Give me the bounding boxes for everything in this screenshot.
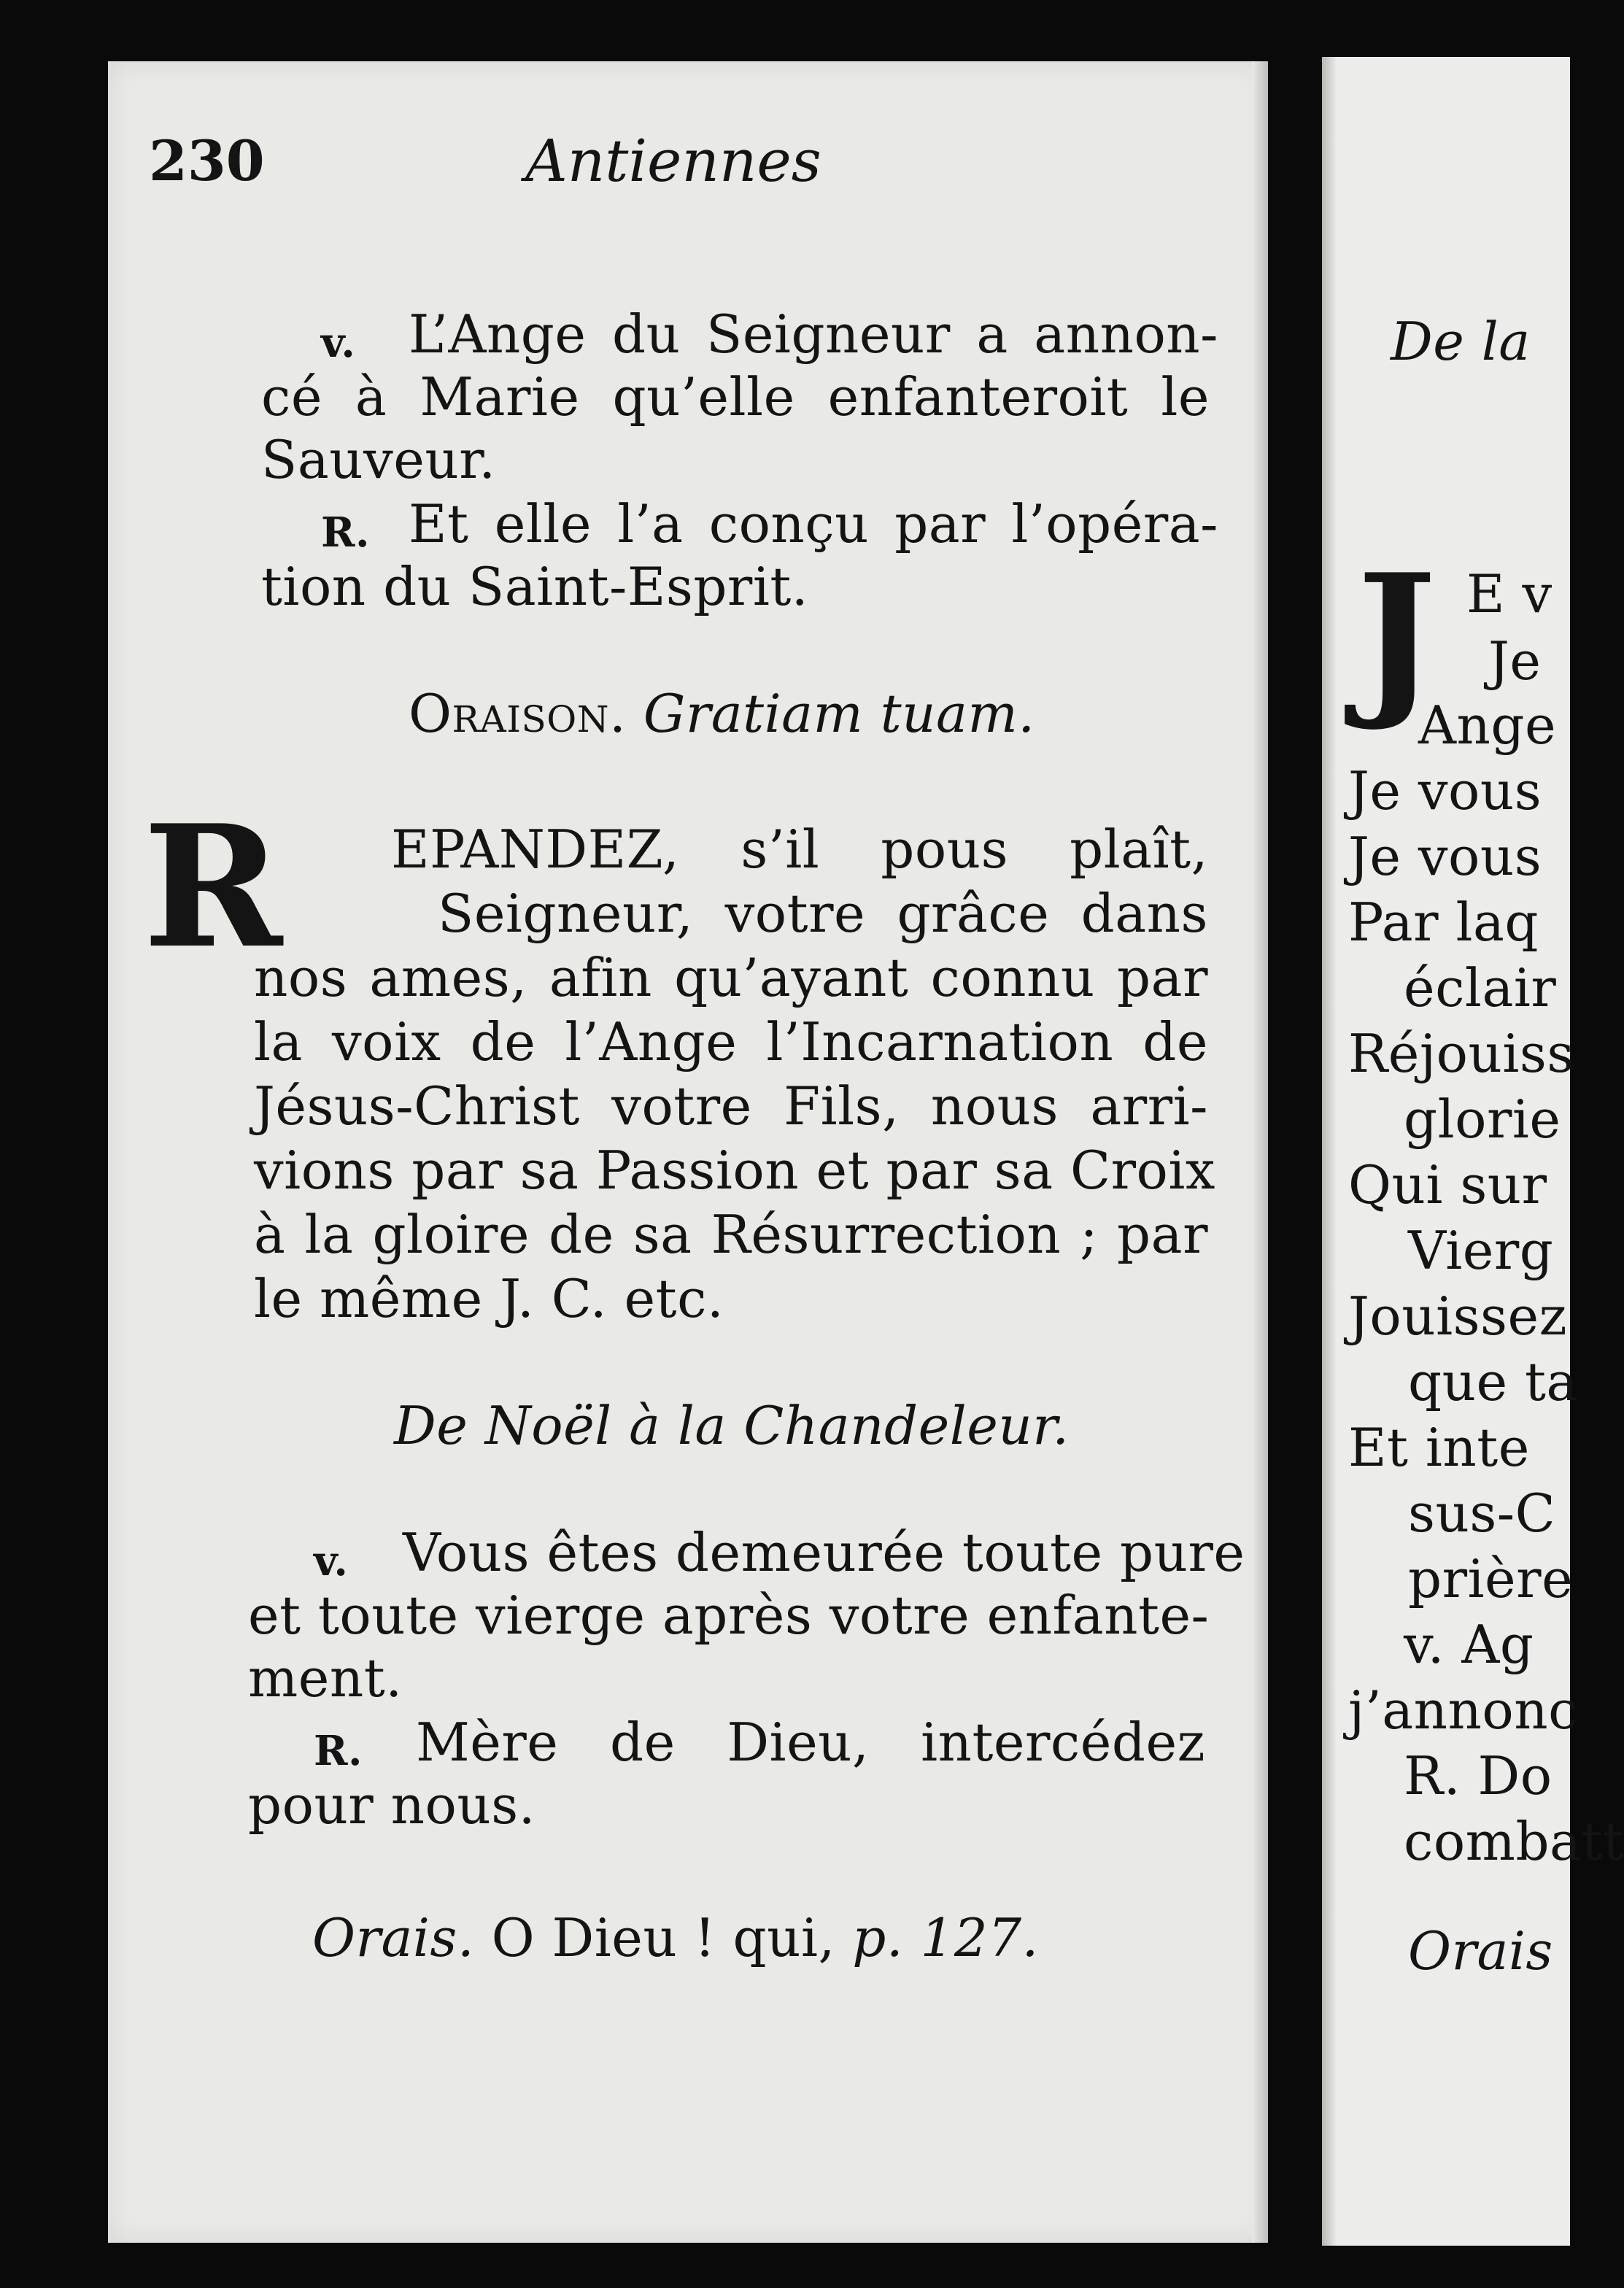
right-line: Vierg (1408, 1220, 1554, 1281)
prayer-line: Seigneur, votre grâce dans (438, 883, 1208, 944)
response-line: Mère de Dieu, intercédez (416, 1712, 1205, 1773)
right-line: Par laq (1348, 892, 1539, 953)
closing-page-ref: p. 127. (852, 1907, 1039, 1968)
prayer-line: vions par sa Passion et par sa Croix (254, 1140, 1216, 1201)
prayer-line: Jésus-Christ votre Fils, nous arri- (254, 1075, 1208, 1137)
drop-cap: R (143, 789, 283, 986)
right-line: Réjouiss (1348, 1023, 1574, 1084)
response-marker: R. (314, 1727, 363, 1775)
right-line: Je (1488, 630, 1542, 692)
right-line: Qui sur (1348, 1154, 1547, 1216)
right-line: v. Ag (1404, 1614, 1534, 1675)
right-line: éclair (1404, 957, 1557, 1019)
oraison-heading (409, 681, 1035, 746)
oraison-label: Oraison. (409, 683, 627, 744)
versicle-line: et toute vierge après votre enfante- (248, 1585, 1210, 1646)
right-line: Ange (1418, 695, 1557, 756)
right-line: combatt (1404, 1811, 1624, 1872)
right-line: Je vous (1348, 760, 1542, 822)
closing-label: Orais. (312, 1907, 475, 1968)
versicle-line: Vous êtes demeurée toute pure (403, 1522, 1245, 1583)
prayer-line: EPANDEZ, s’il pous plaît, (391, 819, 1208, 880)
closing-text: O Dieu ! qui, (491, 1907, 835, 1968)
prayer-line: nos ames, afin qu’ayant connu par (254, 947, 1208, 1008)
oraison-title: Gratiam tuam. (643, 683, 1035, 744)
right-line: Je vous (1348, 826, 1542, 887)
response-line: tion du Saint-Esprit. (261, 556, 809, 617)
right-line: Jouissez (1348, 1286, 1568, 1347)
right-drop-cap: J (1357, 538, 1437, 735)
right-line: sus-C (1408, 1483, 1556, 1544)
right-heading: De la (1391, 311, 1531, 372)
versicle-marker: v. (321, 319, 356, 367)
season-heading: De Noël à la Chandeleur. (394, 1395, 1070, 1456)
right-page (1322, 57, 1570, 2246)
running-title: Antiennes (525, 127, 821, 195)
prayer-line: le même J. C. etc. (254, 1268, 724, 1329)
response-line: Et elle l’a conçu par l’opéra- (409, 493, 1218, 554)
right-line: glorie (1404, 1089, 1561, 1150)
right-line: que ta (1408, 1351, 1578, 1412)
prayer-line: à la gloire de sa Résurrection ; par (254, 1204, 1208, 1265)
versicle-line: cé à Marie qu’elle enfanteroit le (261, 366, 1210, 428)
right-line: Et inte (1348, 1417, 1530, 1478)
right-line: Orais (1408, 1920, 1553, 1982)
closing-line (312, 1906, 1039, 1970)
response-marker: R. (321, 509, 371, 557)
versicle-line: L’Ange du Seigneur a annon- (409, 304, 1218, 365)
versicle-marker: v. (314, 1537, 349, 1585)
prayer-line: la voix de l’Ange l’Incarnation de (254, 1011, 1208, 1072)
right-line: E v (1466, 563, 1553, 625)
right-line: prière (1408, 1548, 1574, 1609)
right-line: j’annonc (1348, 1680, 1578, 1741)
response-line: pour nous. (248, 1774, 536, 1836)
page-number: 230 (149, 128, 265, 193)
versicle-line: ment. (248, 1647, 403, 1709)
right-line: R. Do (1404, 1745, 1553, 1806)
versicle-line: Sauveur. (261, 429, 496, 490)
